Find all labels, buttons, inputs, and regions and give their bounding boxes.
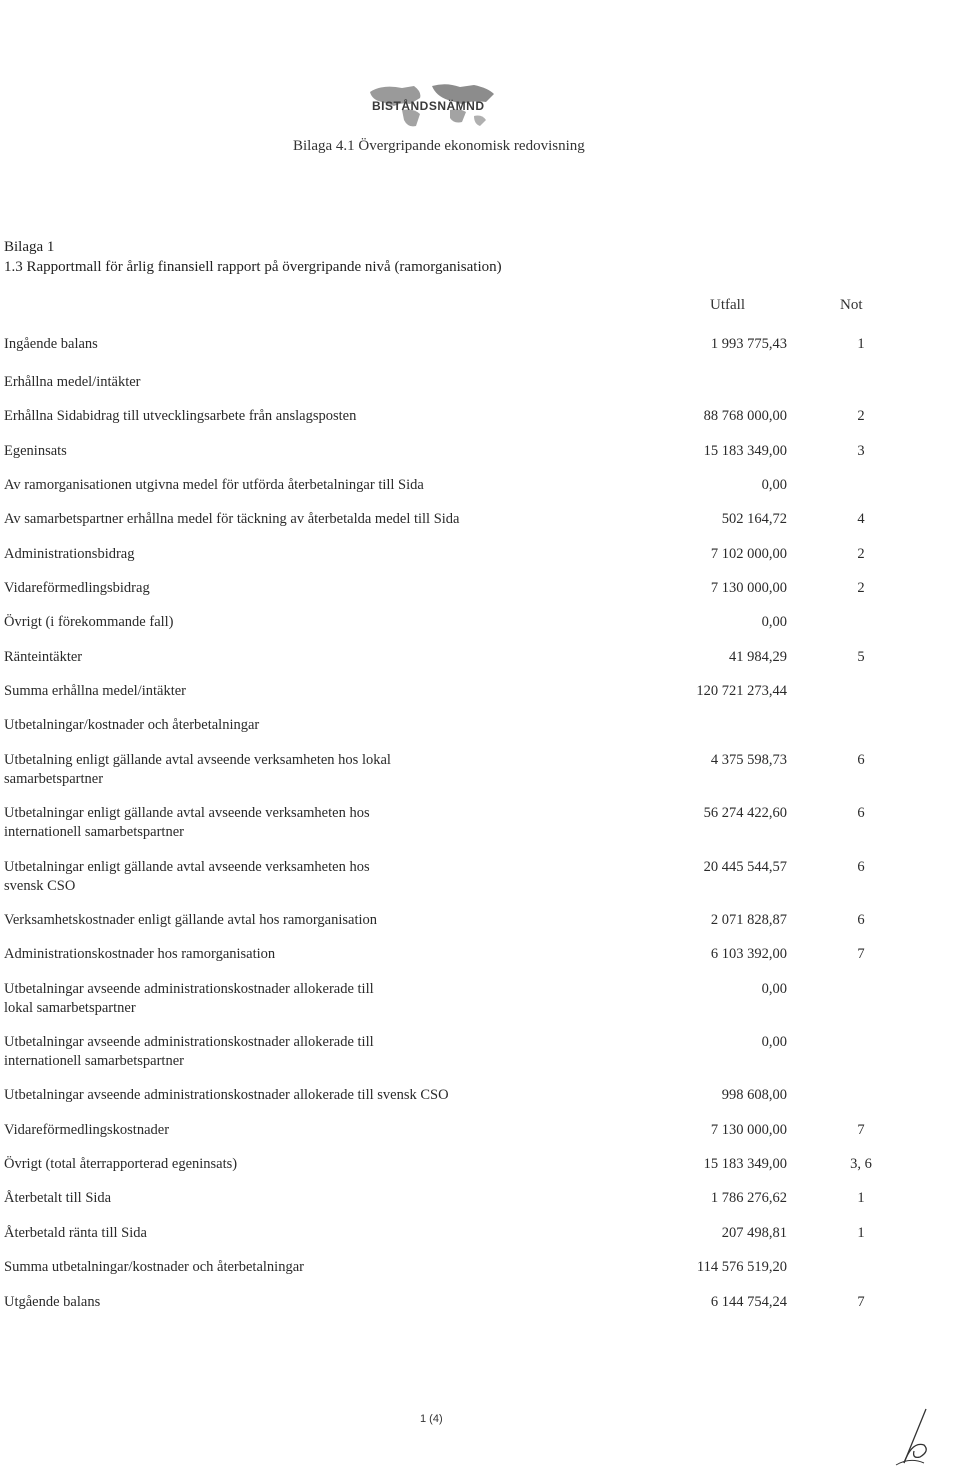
row-amount: 7 102 000,00 [710,546,787,562]
row-label: Vidareförmedlingsbidrag [4,580,150,596]
row-note: 7 [857,1294,865,1310]
row-note: 1 [857,1225,865,1241]
row-label: Summa erhållna medel/intäkter [4,683,186,699]
row-label: Utgående balans [4,1294,101,1310]
row-amount: 56 274 422,60 [703,805,787,821]
row-label: Utbetalningar avseende administrationskostnader allokerade till lokal samarbetspartner [4,981,374,1016]
document-title: 1.3 Rapportmall för årlig finansiell rapport på övergripande nivå (ramorganisation) [4,259,502,275]
row-note: 6 [857,912,865,928]
column-header-not: Not [840,297,863,313]
row-note: 5 [857,649,865,665]
row-label: Övrigt (total återrapporterad egeninsats) [4,1156,238,1172]
signature-initials-icon [890,1405,940,1475]
row-amount: 998 608,00 [721,1087,787,1103]
row-amount: 88 768 000,00 [703,408,787,424]
row-note: 4 [857,511,865,527]
row-label: Summa utbetalningar/kostnader och återbetalningar [4,1259,304,1275]
row-amount: 502 164,72 [721,511,787,527]
row-note: 1 [857,1190,865,1206]
row-amount: 15 183 349,00 [703,443,787,459]
row-note: 7 [857,1122,865,1138]
row-amount: 41 984,29 [729,649,787,665]
row-amount: 7 130 000,00 [710,1122,787,1138]
section-label: Erhållna medel/intäkter [4,374,141,390]
row-amount: 7 130 000,00 [710,580,787,596]
row-label: Administrationsbidrag [4,546,135,562]
row-amount: 2 071 828,87 [710,912,787,928]
row-label: Återbetalt till Sida [4,1190,112,1206]
row-label: Återbetald ränta till Sida [4,1225,147,1241]
row-label: Av ramorganisationen utgivna medel för utförda återbetalningar till Sida [4,477,424,493]
page-number: 1 (4) [420,1413,443,1425]
page-header-subtitle: Bilaga 4.1 Övergripande ekonomisk redovisning [293,138,585,154]
row-label: Ingående balans [4,336,98,352]
logo-wordmark: BISTÅNDSNÄMND [372,99,485,113]
row-note: 3 [857,443,865,459]
row-amount: 0,00 [761,477,787,493]
row-note: 1 [857,336,865,352]
row-label: Övrigt (i förekommande fall) [4,614,174,630]
row-note: 2 [857,580,865,596]
row-note: 2 [857,408,865,424]
row-amount: 6 144 754,24 [710,1294,787,1310]
section-label: Utbetalningar/kostnader och återbetalningar [4,717,260,733]
row-label: Erhållna Sidabidrag till utvecklingsarbete från anslagsposten [4,408,357,424]
row-label: Utbetalningar avseende administrationskostnader allokerade till internationell samarbetspartner [4,1034,374,1069]
column-header-utfall: Utfall [710,297,745,313]
row-label: Ränteintäkter [4,649,83,665]
row-amount: 120 721 273,44 [696,683,787,699]
row-amount: 15 183 349,00 [703,1156,787,1172]
row-amount: 20 445 544,57 [703,859,787,875]
row-label: Utbetalningar enligt gällande avtal avseende verksamheten hos svensk CSO [4,859,370,894]
row-amount: 0,00 [761,1034,787,1050]
bistandsnamnd-logo [362,82,502,132]
row-note: 7 [857,946,865,962]
row-amount: 0,00 [761,614,787,630]
row-label: Verksamhetskostnader enligt gällande avtal hos ramorganisation [4,912,378,928]
row-amount: 1 786 276,62 [710,1190,787,1206]
row-note: 2 [857,546,865,562]
appendix-label: Bilaga 1 [4,239,55,255]
row-label: Av samarbetspartner erhållna medel för täckning av återbetalda medel till Sida [4,511,460,527]
row-amount: 207 498,81 [721,1225,787,1241]
row-amount: 4 375 598,73 [710,752,787,768]
row-amount: 114 576 519,20 [696,1259,787,1275]
row-note: 6 [857,859,865,875]
row-amount: 1 993 775,43 [710,336,787,352]
row-label: Egeninsats [4,443,67,459]
row-amount: 6 103 392,00 [710,946,787,962]
row-label: Administrationskostnader hos ramorganisation [4,946,276,962]
row-amount: 0,00 [761,981,787,997]
row-label: Utbetalningar enligt gällande avtal avseende verksamheten hos internationell samarbetspartner [4,805,370,840]
row-label: Vidareförmedlingskostnader [4,1122,170,1138]
row-label: Utbetalning enligt gällande avtal avseende verksamheten hos lokal samarbetspartner [4,752,391,787]
row-note: 6 [857,805,865,821]
row-note: 3, 6 [850,1156,872,1172]
row-label: Utbetalningar avseende administrationskostnader allokerade till svensk CSO [4,1087,449,1103]
row-note: 6 [857,752,865,768]
